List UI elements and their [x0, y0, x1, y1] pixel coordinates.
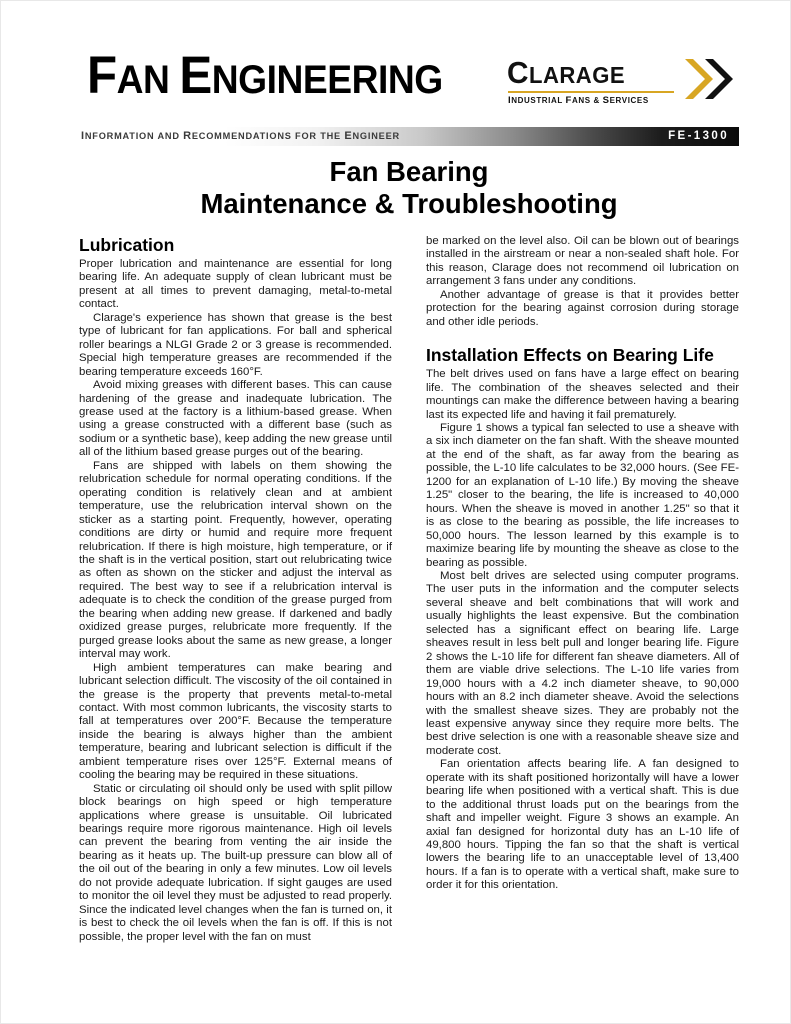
paragraph: High ambient temperatures can make bearing and lubricant selection difficult. The viscosity of the oil contained in the grease is the property that prevents metal-to-metal contact. With most common lubricants, the viscosity starts to fall at temperatures over 200°F. Because the temperature inside the bearing is always higher than the ambient temperature, bearing and lubricant selection is difficult if the ambient temperature rises over 125°F. External means of cooling the bearing may be required in these situations.: [79, 661, 392, 782]
logo-tagline-industrial: NDUSTRIAL: [511, 96, 566, 105]
paragraph: Most belt drives are selected using computer programs. The user puts in the information and the computer selects several sheave and belt combinations that will work and usually highlights the least expensive. But the combination selected has a significant effect on bearing life. Large sheaves result in less belt pull and longer bearing life. Figure 2 shows the L-10 life for different fan sheave diameters. All of them are viable drive selections. The L-10 life varies from 19,000 hours with a 4.2 inch diameter sheave, to 90,000 hours with an 8.2 inch diameter sheave. Avoid the selections with the smallest sheave sizes. They are probably not the least expensive anyway since they require more belts. The best drive selection is one with a reasonable sheave size and moderate cost.: [426, 569, 739, 757]
masthead-title-f: F: [87, 46, 117, 105]
banner-subtitle-engineer: NGINEER: [352, 131, 400, 141]
paragraph: The belt drives used on fans have a large effect on bearing life. The combination of the sheaves selected and their mountings can make the difference between having a bearing last its expected life and having it fail prematurely.: [426, 368, 739, 421]
banner-subtitle-i: I: [81, 130, 85, 142]
masthead-title-an: AN: [116, 58, 180, 102]
page-content: [79, 1, 739, 1024]
section-heading-installation-effects: Installation Effects on Bearing Life: [426, 345, 714, 366]
paragraph: Fans are shipped with labels on them showing the relubrication schedule for normal operating conditions. If the operating condition is relatively clean and at ambient temperature, use the relubrication interval shown on the sticker as a starting point. Frequently, however, operating conditions are dirty or humid and require more frequent relubrication. If there is high moisture, high temperature, or if the shaft is in the vertical position, start out relubricating twice as often as shown on the sticker and adjust the interval as required. The best way to see if a relubrication interval is adequate is to check the condition of the grease purged from the bearing when adding new grease. If darkened and badly oxidized grease purges, relubricate more frequently. If the purged grease looks about the same as new grease, a longer interval may work.: [79, 459, 392, 661]
page-title-line1: Fan Bearing: [329, 156, 489, 187]
banner-subtitle: [81, 130, 400, 142]
left-column: [79, 235, 392, 944]
double-chevron-right-icon: [683, 57, 735, 101]
clarage-logo: [505, 55, 737, 111]
document-number-badge: FE-1300: [668, 130, 729, 142]
banner-subtitle-recommendations: ECOMMENDATIONS FOR THE: [191, 131, 345, 141]
logo-wordmark: [507, 57, 625, 88]
logo-tagline-i: I: [508, 95, 512, 106]
publication-banner: [79, 127, 739, 146]
masthead: [79, 46, 739, 115]
paragraph-continuation: be marked on the level also. Oil can be blown out of bearings installed in the airstream or near a non-sealed shaft hole. For this reason, Clarage does not recommend oil lubrication on arrangement 3 fans under any conditions.: [426, 235, 739, 288]
logo-tagline-fans: ANS &: [571, 96, 603, 105]
banner-subtitle-e: E: [344, 130, 353, 142]
paragraph: Static or circulating oil should only be used with split pillow block bearings on high speed or high temperature applications where grease is unsuitable. Oil lubricated bearings require more rigorous maintenance. High oil levels can prevent the bearing from venting the air inside the bearing as it heats up. The built-up pressure can blow all of the oil out of the bearing in only a few minutes. Low oil levels do not provide adequate lubrication. If sight gauges are used to monitor the oil level they must be adjusted to read properly. Since the indicated level changes when the fan is turned on, it is best to check the oil levels when the fan is off. If this is not possible, the proper level with the fan on must: [79, 782, 392, 943]
masthead-title: [87, 46, 443, 105]
logo-wordmark-c: C: [507, 55, 529, 90]
masthead-title-ngineering: NGINEERING: [211, 58, 443, 102]
logo-tagline-f: F: [565, 95, 572, 106]
page-title: [79, 156, 739, 220]
paragraph: Fan orientation affects bearing life. A fan designed to operate with its shaft positioned horizontally will have a lower bearing life when positioned with a vertical shaft. This is due to the additional thrust loads put on the bearings from the shaft and impeller weight. Figure 3 shows an example. An axial fan designed for horizontal duty has an L-10 life of 49,800 hours. Tipping the fan so that the shaft is vertical lowers the bearing life to an unacceptable level of 13,400 hours. If a fan is to operate with a vertical shaft, make sure to order it for this orientation.: [426, 758, 739, 892]
logo-tagline: [508, 95, 649, 106]
banner-subtitle-r: R: [183, 130, 192, 142]
banner-subtitle-information: NFORMATION AND: [84, 131, 184, 141]
paragraph: Another advantage of grease is that it provides better protection for the bearing against corrosion during storage and other idle periods.: [426, 288, 739, 328]
section-heading-lubrication: Lubrication: [79, 235, 175, 255]
paragraph: Figure 1 shows a typical fan selected to use a sheave with a six inch diameter on the fan shaft. With the sheave mounted at the end of the shaft, as far away from the bearing as possible, the L-10 life calculates to be 32,000 hours. (See FE-1200 for an explanation of L-10 life.) By moving the sheave 1.25" closer to the bearing, the life is increased to 40,000 hours. When the sheave is moved in another 1.25" so that it is as close to the bearing as possible, the life increases to 50,000 hours. The lesson learned by this example is to maximize bearing life by mounting the sheave as close to the bearing as possible.: [426, 421, 739, 569]
right-column: [426, 235, 739, 893]
page-title-line2: Maintenance & Troubleshooting: [200, 188, 618, 219]
paragraph: Clarage's experience has shown that grease is the best type of lubricant for fan applications. For ball and spherical roller bearings a NLGI Grade 2 or 3 grease is recommended. Special high temperature greases are recommended if the bearing temperature exceeds 160°F.: [79, 311, 392, 378]
logo-accent-rule: [508, 91, 674, 93]
masthead-title-e: E: [179, 46, 212, 105]
logo-tagline-s: S: [602, 95, 610, 106]
logo-tagline-services: ERVICES: [609, 96, 649, 105]
article-body: [79, 235, 739, 995]
paragraph: Proper lubrication and maintenance are essential for long bearing life. An adequate supply of clean lubricant must be present at all times to prevent damaging, metal-to-metal contact.: [79, 258, 392, 311]
paragraph: Avoid mixing greases with different bases. This can cause hardening of the grease and inadequate lubrication. The grease used at the factory is a lithium-based grease. When using a grease constructed with a different base (such as sodium or a synthetic base), keep adding the new grease until all of the lithium based grease purges out of the bearing.: [79, 379, 392, 459]
logo-wordmark-larage: LARAGE: [528, 62, 626, 88]
